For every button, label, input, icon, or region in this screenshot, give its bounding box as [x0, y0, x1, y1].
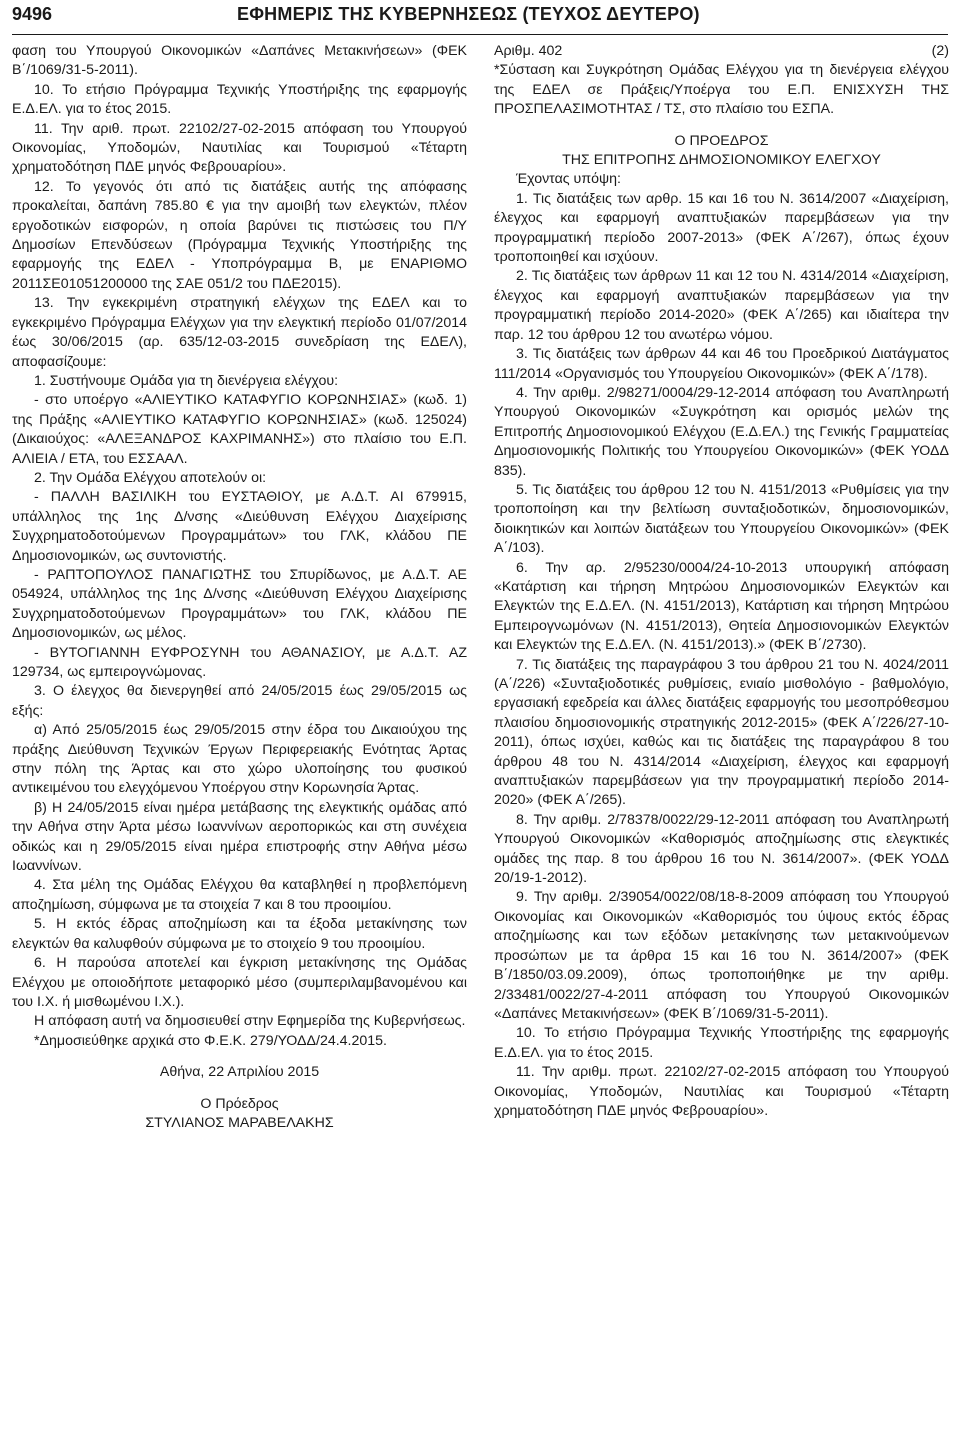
paragraph: 11. Την αριθμ. πρωτ. 22102/27-02-2015 απόφαση του Υπουργού Οικονομίας, Υποδομών, Ναυτιλίας και Τουρισμού «Τέταρτη χρηματοδότηση ΠΔΕ μηνός Φεβρουαρίου».: [494, 1064, 949, 1119]
paragraph: 2. Τις διατάξεις των άρθρων 11 και 12 του Ν. 4314/2014 «Διαχείριση, έλεγχος και εφαρμογή αναπτυξιακών παρεμβάσεων για την προγραμματική περίοδο 2014-2020» (ΦΕΚ Α΄/265) και ιδιαίτερα την παρ. 12 του άρθρου 12 του ανωτέρω νόμου.: [494, 268, 949, 343]
paragraph: 8. Την αριθμ. 2/78378/0022/29-12-2011 απόφαση του Αναπληρωτή Υπουργού Οικονομικών «Καθορισμός αποζημίωσης στις ελεγκτικές ομάδες της παρ. 8 του άρθρου 16 του Ν. 3614/2007». (ΦΕΚ ΥΟΔΔ 20/19-1-2012).: [494, 811, 949, 887]
decision-title: *Σύσταση και Συγκρότηση Ομάδας Ελέγχου για τη διενέργεια ελέγχου της ΕΔΕΛ σε Πράξεις/Υποέργα του Ε.Π. ΕΝΙΣΧΥΣΗ ΤΗΣ ΠΡΟΣΠΕΛΑΣΙΜΟΤΗΤΑΣ / ΤΣ, στο πλαίσιο του ΕΣΠΑ.: [494, 62, 949, 118]
paragraph: φαση του Υπουργού Οικονομικών «Δαπάνες Μετακινήσεων» (ΦΕΚ Β΄/1069/31-5-2011).: [12, 43, 467, 79]
paragraph: 3. Ο έλεγχος θα διενεργηθεί από 24/05/2015 έως 29/05/2015 ως εξής:: [12, 683, 467, 719]
paragraph: - ΒΥΤΟΓΙΑΝΝΗ ΕΥΦΡΟΣΥΝΗ του ΑΘΑΝΑΣΙΟΥ, με Α.Δ.Τ. ΑΖ 129734, ως εμπειρογνώμονας.: [12, 644, 467, 680]
paragraph: 13. Την εγκεκριμένη στρατηγική ελέγχων της ΕΔΕΛ και το εγκεκριμένο Πρόγραμμα Ελέγχων για την ελεγκτική περίοδο 01/07/2014 έως 30/06/2015 (αρ. 635/12-03-2015 συνεδρίαση της ΕΔΕΛ), αποφασίζουμε:: [12, 295, 467, 370]
signer-title: Ο Πρόεδρος: [200, 1095, 279, 1112]
paragraph: 5. Τις διατάξεις του άρθρου 12 του Ν. 4151/2013 «Ρυθμίσεις για την τροποποίηση και την βελτίωση συνταξιοδοτικών, δημοσιονομικών, διοικητικών και λοιπών διατάξεων του Υπουργείου Οικονομικών» (ΦΕΚ Α΄/103).: [494, 481, 949, 557]
paragraph: β) Η 24/05/2015 είναι ημέρα μετάβασης της ελεγκτικής ομάδας από την Αθήνα στην Άρτα μέσω Ιωαννίνων αεροπορικώς και στη συνέχεια οδικώς και η 29/05/2015 είναι ημέρα επιστροφής στην Αθήνα μέσω Ιωαννίνων.: [12, 799, 467, 875]
paragraph: *Δημοσιεύθηκε αρχικά στο Φ.Ε.Κ. 279/ΥΟΔΔ/24.4.2015.: [34, 1032, 387, 1049]
paragraph: - ΡΑΠΤΟΠΟΥΛΟΣ ΠΑΝΑΓΙΩΤΗΣ του Σπυρίδωνος, με Α.Δ.Τ. ΑΕ 054924, υπάλληλος της 1ης Δ/νσης «Διεύθυνση Ελέγχου Διαχείρισης Συγχρηματοδοτούμενων Προγραμμάτων» του ΓΛΚ, κλάδου ΠΕ Δημοσιονομικών, ως μέλος.: [12, 566, 467, 642]
paragraph: 6. Την αρ. 2/95230/0004/24-10-2013 υπουργική απόφαση «Κατάρτιση και τήρηση Μητρώου Δημοσιονομικών Ελεγκτών και Ελεγκτών της Ε.Δ.ΕΛ. (Ν. 4151/2013), Κατάρτιση και τήρηση Μητρώου Εμπειρογνωμόνων (Ν. 4151/2013), Θητεία Δημοσιονομικών Ελεγκτών και Ελεγκτών της Ε.Δ.ΕΛ. (Ν. 4151/2013).» (ΦΕΚ Β΄/2730).: [494, 559, 949, 654]
paragraph: 10. Το ετήσιο Πρόγραμμα Τεχνικής Υποστήριξης της εφαρμογής Ε.Δ.ΕΛ. για το έτος 2015.: [494, 1025, 949, 1061]
paragraph: 4. Στα μέλη της Ομάδας Ελέγχου θα καταβληθεί η προβλεπόμενη αποζημίωση, σύμφωνα με τα στοιχεία 7 και 8 του προοιμίου.: [12, 877, 467, 913]
paragraph: 1. Τις διατάξεις των αρθρ. 15 και 16 του Ν. 3614/2007 «Διαχείριση, έλεγχος και εφαρμογή αναπτυξιακών παρεμβάσεων για την προγραμματική περίοδο 2007-2013» (ΦΕΚ Α΄/267), όπως έχουν τροποποιηθεί και ισχύουν.: [494, 190, 949, 266]
left-column: [12, 42, 467, 1133]
authority-line: Ο ΠΡΟΕΔΡΟΣ: [674, 132, 769, 149]
paragraph: 6. Η παρούσα αποτελεί και έγκριση μετακίνησης της Ομάδας Ελέγχου με οποιοδήποτε μεταφορικό μέσο (συμπεριλαμβανομένου και του Ι.Χ. ή μισθωμένου Ι.Χ.).: [12, 955, 467, 1010]
authority-line: ΤΗΣ ΕΠΙΤΡΟΠΗΣ ΔΗΜΟΣΙΟΝΟΜΙΚΟΥ ΕΛΕΓΧΟΥ: [562, 152, 881, 169]
paragraph: 12. Το γεγονός ότι από τις διατάξεις αυτής της απόφασης προκαλείται, δαπάνη 785.80 € για την αμοιβή των ελεγκτών, πλέον εργοδοτικών εισφορών, η οποία βαρύνει τις πιστώσεις του Π/Υ Δημοσίων Επενδύσεων (Πρόγραμμα Τεχνικής Υποστήριξης της εφαρμογής της ΕΔΕΛ - Υποπρόγραμμα Β, με ΕΝΑΡΙΘΜΟ 2011ΣΕ01051200000 της ΣΑΕ 051/2 του ΠΔΕ2015).: [12, 178, 467, 292]
place-date: Αθήνα, 22 Απριλίου 2015: [159, 1064, 320, 1081]
paragraph: 1. Συστήνουμε Ομάδα για τη διενέργεια ελέγχου:: [34, 372, 339, 389]
paragraph: - στο υποέργο «ΑΛΙΕΥΤΙΚΟ ΚΑΤΑΦΥΓΙΟ ΚΟΡΩΝΗΣΙΑΣ» (κωδ. 1) της Πράξης «ΑΛΙΕΥΤΙΚΟ ΚΑΤΑΦΥΓΙΟ ΚΟΡΩΝΗΣΙΑΣ» (κωδ. 125024) (Δικαιούχος: «ΑΛΕΞΑΝΔΡΟΣ ΚΑΧΡΙΜΑΝΗΣ») στο πλαίσιο του Ε.Π. ΑΛΙΕΙΑ / ΕΤΑ, του ΕΣΣΑΑΛ.: [12, 392, 467, 467]
decision-heading: [494, 42, 949, 61]
paragraph: 3. Τις διατάξεις των άρθρων 44 και 46 του Προεδρικού Διατάγματος 111/2014 «Οργανισμός του Υπουργείου Οικονομικών» (ΦΕΚ Α΄/178).: [494, 346, 949, 382]
paragraph: α) Από 25/05/2015 έως 29/05/2015 στην έδρα του Δικαιούχου της πράξης Διεύθυνση Τεχνικών Έργων Περιφερειακής Ενότητας Άρτας στην πόλη της Άρτας και στο χώρο υλοποίησης του φυσικού αντικειμένου του ελεγχόμενου Υποέργου στην Κορωνησία Άρτας.: [12, 722, 467, 797]
paragraph: 7. Τις διατάξεις της παραγράφου 3 του άρθρου 21 του Ν. 4024/2011 (Α΄/226) «Συνταξιοδοτικές ρυθμίσεις, ενιαίο μισθολόγιο - βαθμολόγιο, εργασιακή εφεδρεία και άλλες διατάξεις εφαρμογής του μεσοπρόθεσμου πλαισίου δημοσιονομικής στρατηγικής 2012-2015» (ΦΕΚ Α΄/226/27-10-2011), όπως ισχύει, καθώς και τις διατάξεις της παραγράφου 8 του άρθρου 48 του Ν. 4314/2014 «Διαχείριση, έλεγχος και εφαρμογή αναπτυξιακών παρεμβάσεων για την προγραμματική περίοδο 2014-2020» (ΦΕΚ Α΄/265).: [494, 656, 949, 809]
right-column: [494, 42, 949, 1121]
decision-sequence: (2): [931, 43, 949, 59]
gazette-title: ΕΦΗΜΕΡΙΣ ΤΗΣ ΚΥΒΕΡΝΗΣΕΩΣ (ΤΕΥΧΟΣ ΔΕΥΤΕΡΟ): [237, 4, 700, 24]
paragraph: 2. Την Ομάδα Ελέγχου αποτελούν οι:: [34, 469, 267, 486]
paragraph: 11. Την αριθ. πρωτ. 22102/27-02-2015 απόφαση του Υπουργού Οικονομίας, Υποδομών, Ναυτιλίας και Τουρισμού «Τέταρτη χρηματοδότηση ΠΔΕ μηνός Φεβρουαρίου».: [12, 120, 467, 176]
paragraph: 4. Την αριθμ. 2/98271/0004/29-12-2014 απόφαση του Αναπληρωτή Υπουργού Οικονομικών «Συγκρότηση και ορισμός μελών της Επιτροπής Δημοσιονομικού Ελέγχου (Ε.Δ.ΕΛ.) της Γενικής Γραμματείας Δημοσιονομικής Πολιτικής του Υπουργείου Οικονομικών» (ΦΕΚ ΥΟΔΔ 835).: [494, 384, 949, 479]
page-number: 9496: [12, 4, 53, 24]
paragraph: 10. Το ετήσιο Πρόγραμμα Τεχνικής Υποστήριξης της εφαρμογής Ε.Δ.ΕΛ. για το έτος 2015.: [12, 81, 467, 118]
paragraph: 5. Η εκτός έδρας αποζημίωση και τα έξοδα μετακίνησης των ελεγκτών θα καλυφθούν σύμφωνα με το στοιχείο 9 του προοιμίου.: [12, 916, 467, 952]
paragraph: Η απόφαση αυτή να δημοσιευθεί στην Εφημερίδα της Κυβερνήσεως.: [34, 1013, 466, 1030]
signer-name: ΣΤΥΛΙΑΝΟΣ ΜΑΡΑΒΕΛΑΚΗΣ: [145, 1114, 334, 1131]
page-header: [12, 0, 948, 35]
paragraph: 9. Την αριθμ. 2/39054/0022/08/18-8-2009 απόφαση του Υπουργού Οικονομίας και Οικονομικών «Καθορισμός του ύψους εκτός έδρας αποζημίωσης και των εξόδων μετακίνησης των μετακινούμενων προσώπων με τα άρθρα 15 και 16 του Ν. 3614/2007» (ΦΕΚ Β΄/1850/03.09.2009), όπως τροποποιήθηκε με την αριθμ. 2/33481/0022/27-4-2011 απόφαση του Υπουργού Οικονομικών «Δαπάνες Μετακινήσεων» (ΦΕΚ Β΄/1069/31-5-2011).: [494, 889, 949, 1022]
considering-label: Έχοντας υπόψη:: [516, 171, 621, 188]
decision-number: Αριθμ. 402: [494, 43, 563, 59]
paragraph: - ΠΑΛΛΗ ΒΑΣΙΛΙΚΗ του ΕΥΣΤΑΘΙΟΥ, με Α.Δ.Τ. ΑΙ 679915, υπάλληλος της 1ης Δ/νσης «Διεύθυνση Ελέγχου Διαχείρισης Συγχρηματοδοτούμενων Προγραμμάτων» του ΓΛΚ, κλάδου ΠΕ Δημοσιονομικών, ως συντονιστής.: [12, 489, 467, 564]
